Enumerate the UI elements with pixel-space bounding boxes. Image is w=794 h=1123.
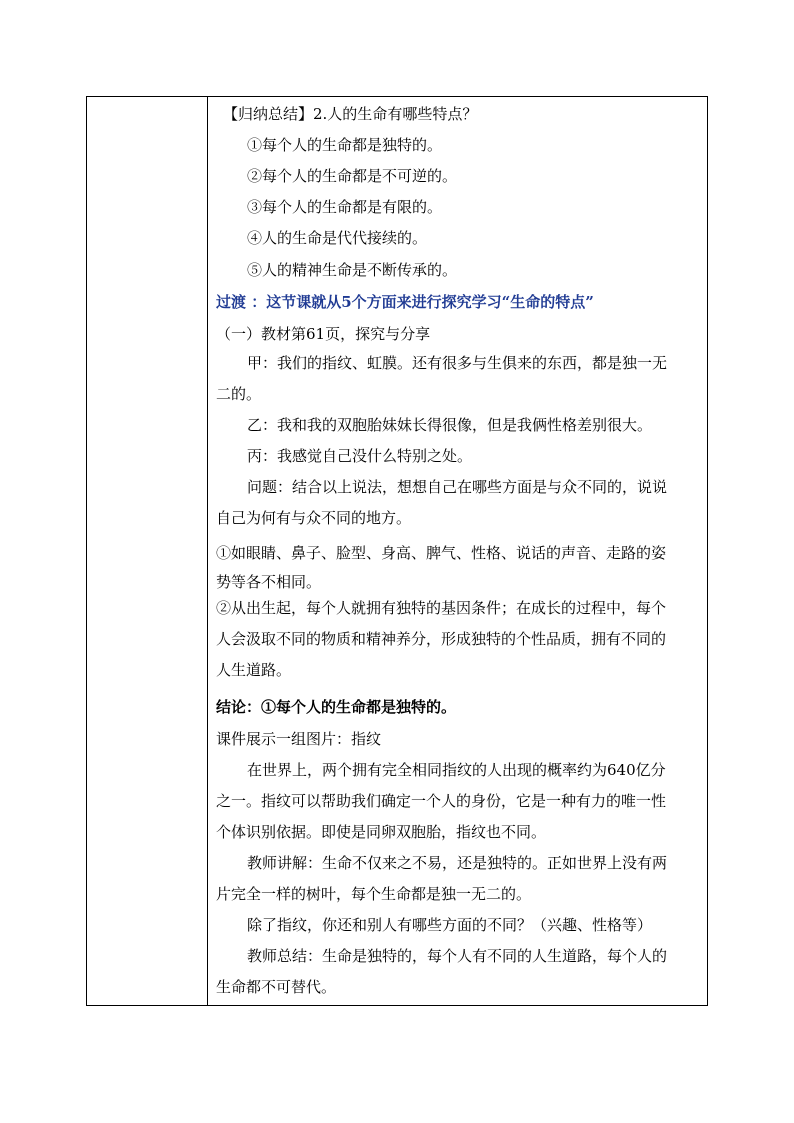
summary-point: ③每个人的生命都是有限的。 [247,198,443,216]
question-text: 问题：结合以上说法，想想自己在哪些方面是与众不同的，说说 [247,478,668,496]
summary-heading: 【归纳总结】2.人的生命有哪些特点？ [223,105,478,123]
summary-point: ②每个人的生命都是不可逆的。 [247,167,458,185]
transition-text: 过渡 ：这节课就从5个方面来进行探究学习“生命的特点” [216,293,594,311]
section-title: （一）教材第61页，探究与分享 [216,325,431,343]
extra-question: 除了指纹，你还和别人有哪些方面的不同？（兴趣、性格等） [247,916,653,934]
answer-one: ①如眼睛、鼻子、脸型、身高、脾气、性格、说话的声音、走路的姿 [216,544,667,562]
answer-two-end: 人生道路。 [216,661,292,679]
answer-two: ②从出生起，每个人就拥有独特的基因条件；在成长的过程中，每个 [216,599,667,617]
statement-yi: 乙：我和我的双胞胎妹妹长得很像，但是我俩性格差别很大。 [247,416,653,434]
summary-point: ⑤人的精神生命是不断传承的。 [247,261,458,279]
teacher-summary: 教师总结：生命是独特的，每个人有不同的人生道路，每个人的 [247,947,668,965]
fingerprint-paragraph-cont: 之一。指纹可以帮助我们确定一个人的身份，它是一种有力的唯一性 [216,792,667,810]
conclusion-text: 结论：①每个人的生命都是独特的。 [216,698,457,716]
courseware-text: 课件展示一组图片：指纹 [216,730,382,748]
question-text-cont: 自己为何有与众不同的地方。 [216,509,412,527]
lesson-table [86,96,708,1006]
fingerprint-paragraph: 在世界上，两个拥有完全相同指纹的人出现的概率约为640亿分 [247,761,666,779]
teacher-explain: 教师讲解：生命不仅来之不易，还是独特的。正如世界上没有两 [247,854,668,872]
statement-jia: 甲：我们的指纹、虹膜。还有很多与生俱来的东西，都是独一无 [247,354,668,372]
teacher-explain-cont: 片完全一样的树叶，每个生命都是独一无二的。 [216,885,532,903]
summary-point: ④人的生命是代代接续的。 [247,229,428,247]
teacher-summary-cont: 生命都不可替代。 [216,978,337,996]
answer-two-cont: 人会汲取不同的物质和精神养分，形成独特的个性品质，拥有不同的 [216,630,667,648]
answer-one-cont: 势等各不相同。 [216,573,322,591]
statement-bing: 丙：我感觉自己没什么特别之处。 [247,447,473,465]
summary-point: ①每个人的生命都是独特的。 [247,136,443,154]
statement-jia-cont: 二的。 [216,385,262,403]
fingerprint-paragraph-end: 个体识别依据。即使是同卵双胞胎，指纹也不同。 [216,823,547,841]
table-left-column [87,97,208,1005]
table-content-cell [208,97,707,1005]
